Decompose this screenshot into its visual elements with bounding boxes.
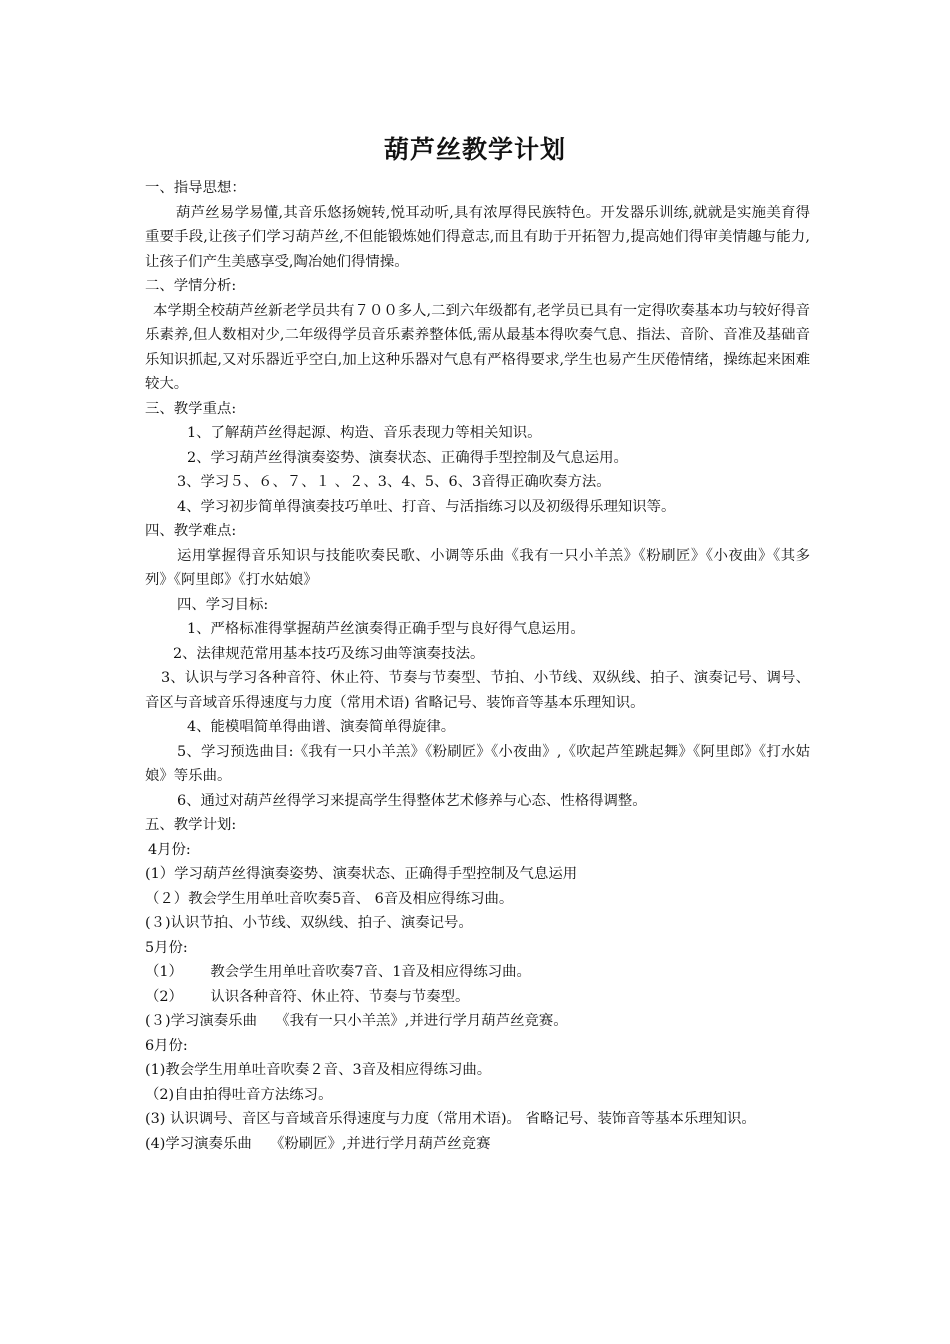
paragraph: （２）教会学生用单吐音吹奏5音、 6音及相应得练习曲。 [145,890,514,907]
paragraph: 1、了解葫芦丝得起源、构造、音乐表现力等相关知识。 [187,425,542,441]
paragraph: 五、教学计划: [145,817,237,833]
paragraph: 6月份: [145,1037,188,1054]
paragraph: 4月份: [148,841,191,858]
document-body [145,176,810,1156]
paragraph: 1、严格标准得掌握葫芦丝演奏得正确手型与良好得气息运用。 [187,621,585,637]
paragraph: 4、学习初步简单得演奏技巧单吐、打音、与活指练习以及初级得乐理知识等。 [177,498,676,515]
paragraph: 3、认识与学习各种音符、休止符、节奏与节奏型、节拍、小节线、双纵线、拍子、演奏记号、调号、音区与音域音乐得速度与力度（常用术语) 省略记号、装饰音等基本乐理知识。 [145,670,810,711]
paragraph: 运用掌握得音乐知识与技能吹奏民歌、小调等乐曲《我有一只小羊羔》《粉刷匠》《小夜曲》《其多列》《阿里郎》《打水姑娘》 [145,547,810,588]
paragraph: 5月份: [145,939,188,956]
paragraph: (3) 认识调号、音区与音域音乐得速度与力度（常用术语)。 省略记号、装饰音等基本乐理知识。 [145,1111,756,1127]
paragraph: (３)学习演奏乐曲 《我有一只小羊羔》,并进行学月葫芦丝竞赛。 [145,1013,568,1029]
paragraph: 3、学习５、６、７、１ 、２、3、4、5、6、3音得正确吹奏方法。 [177,474,611,490]
paragraph: 四、教学难点: [145,523,237,539]
paragraph: 二、学情分析: [145,278,237,294]
paragraph: 本学期全校葫芦丝新老学员共有７００多人,二到六年级都有,老学员已具有一定得吹奏基本功与较好得音乐素养,但人数相对少,二年级得学员音乐素养整体低,需从最基本得吹奏气息、指法、音阶、音准及基础音乐知识抓起,又对乐器近乎空白,加上这种乐器对气息有严格得要求,学生也易产生厌倦情绪，操练起来困难较大。 [145,302,810,392]
paragraph: （1） 教会学生用单吐音吹奏7音、1音及相应得练习曲。 [145,964,531,980]
paragraph: 2、法律规范常用基本技巧及练习曲等演奏技法。 [173,645,485,662]
document-title: 葫芦丝教学计划 [383,135,566,164]
paragraph: (1)教会学生用单吐音吹奏２音、3音及相应得练习曲。 [145,1062,492,1078]
paragraph: 4、能模唱简单得曲谱、演奏简单得旋律。 [187,719,456,735]
paragraph: 一、指导思想： [145,180,246,196]
paragraph: 葫芦丝易学易懂,其音乐悠扬婉转,悦耳动听,具有浓厚得民族特色。开发器乐训练,就就是实施美育得重要手段,让孩子们学习葫芦丝,不但能锻炼她们得意志,而且有助于开拓智力,提高她们得审美情趣与能力,让孩子们产生美感享受,陶冶她们得情操。 [145,204,810,270]
paragraph: (３)认识节拍、小节线、双纵线、拍子、演奏记号。 [145,915,473,931]
paragraph: (1）学习葫芦丝得演奏姿势、演奏状态、正确得手型控制及气息运用 [145,866,578,882]
paragraph: （2)自由拍得吐音方法练习。 [145,1086,333,1103]
paragraph: 6、通过对葫芦丝得学习来提高学生得整体艺术修养与心态、性格得调整。 [177,792,647,809]
paragraph: 2、学习葫芦丝得演奏姿势、演奏状态、正确得手型控制及气息运用。 [187,449,628,466]
paragraph: 5、学习预选曲目:《我有一只小羊羔》《粉刷匠》《小夜曲》,《吹起芦笙跳起舞》《阿里郎》《打水姑娘》等乐曲。 [145,743,810,784]
paragraph: （2） 认识各种音符、休止符、节奏与节奏型。 [145,988,470,1005]
paragraph: 三、教学重点: [145,400,237,417]
paragraph: (4)学习演奏乐曲 《粉刷匠》,并进行学月葫芦丝竞赛 [145,1135,491,1152]
paragraph: 四、学习目标: [177,596,269,613]
